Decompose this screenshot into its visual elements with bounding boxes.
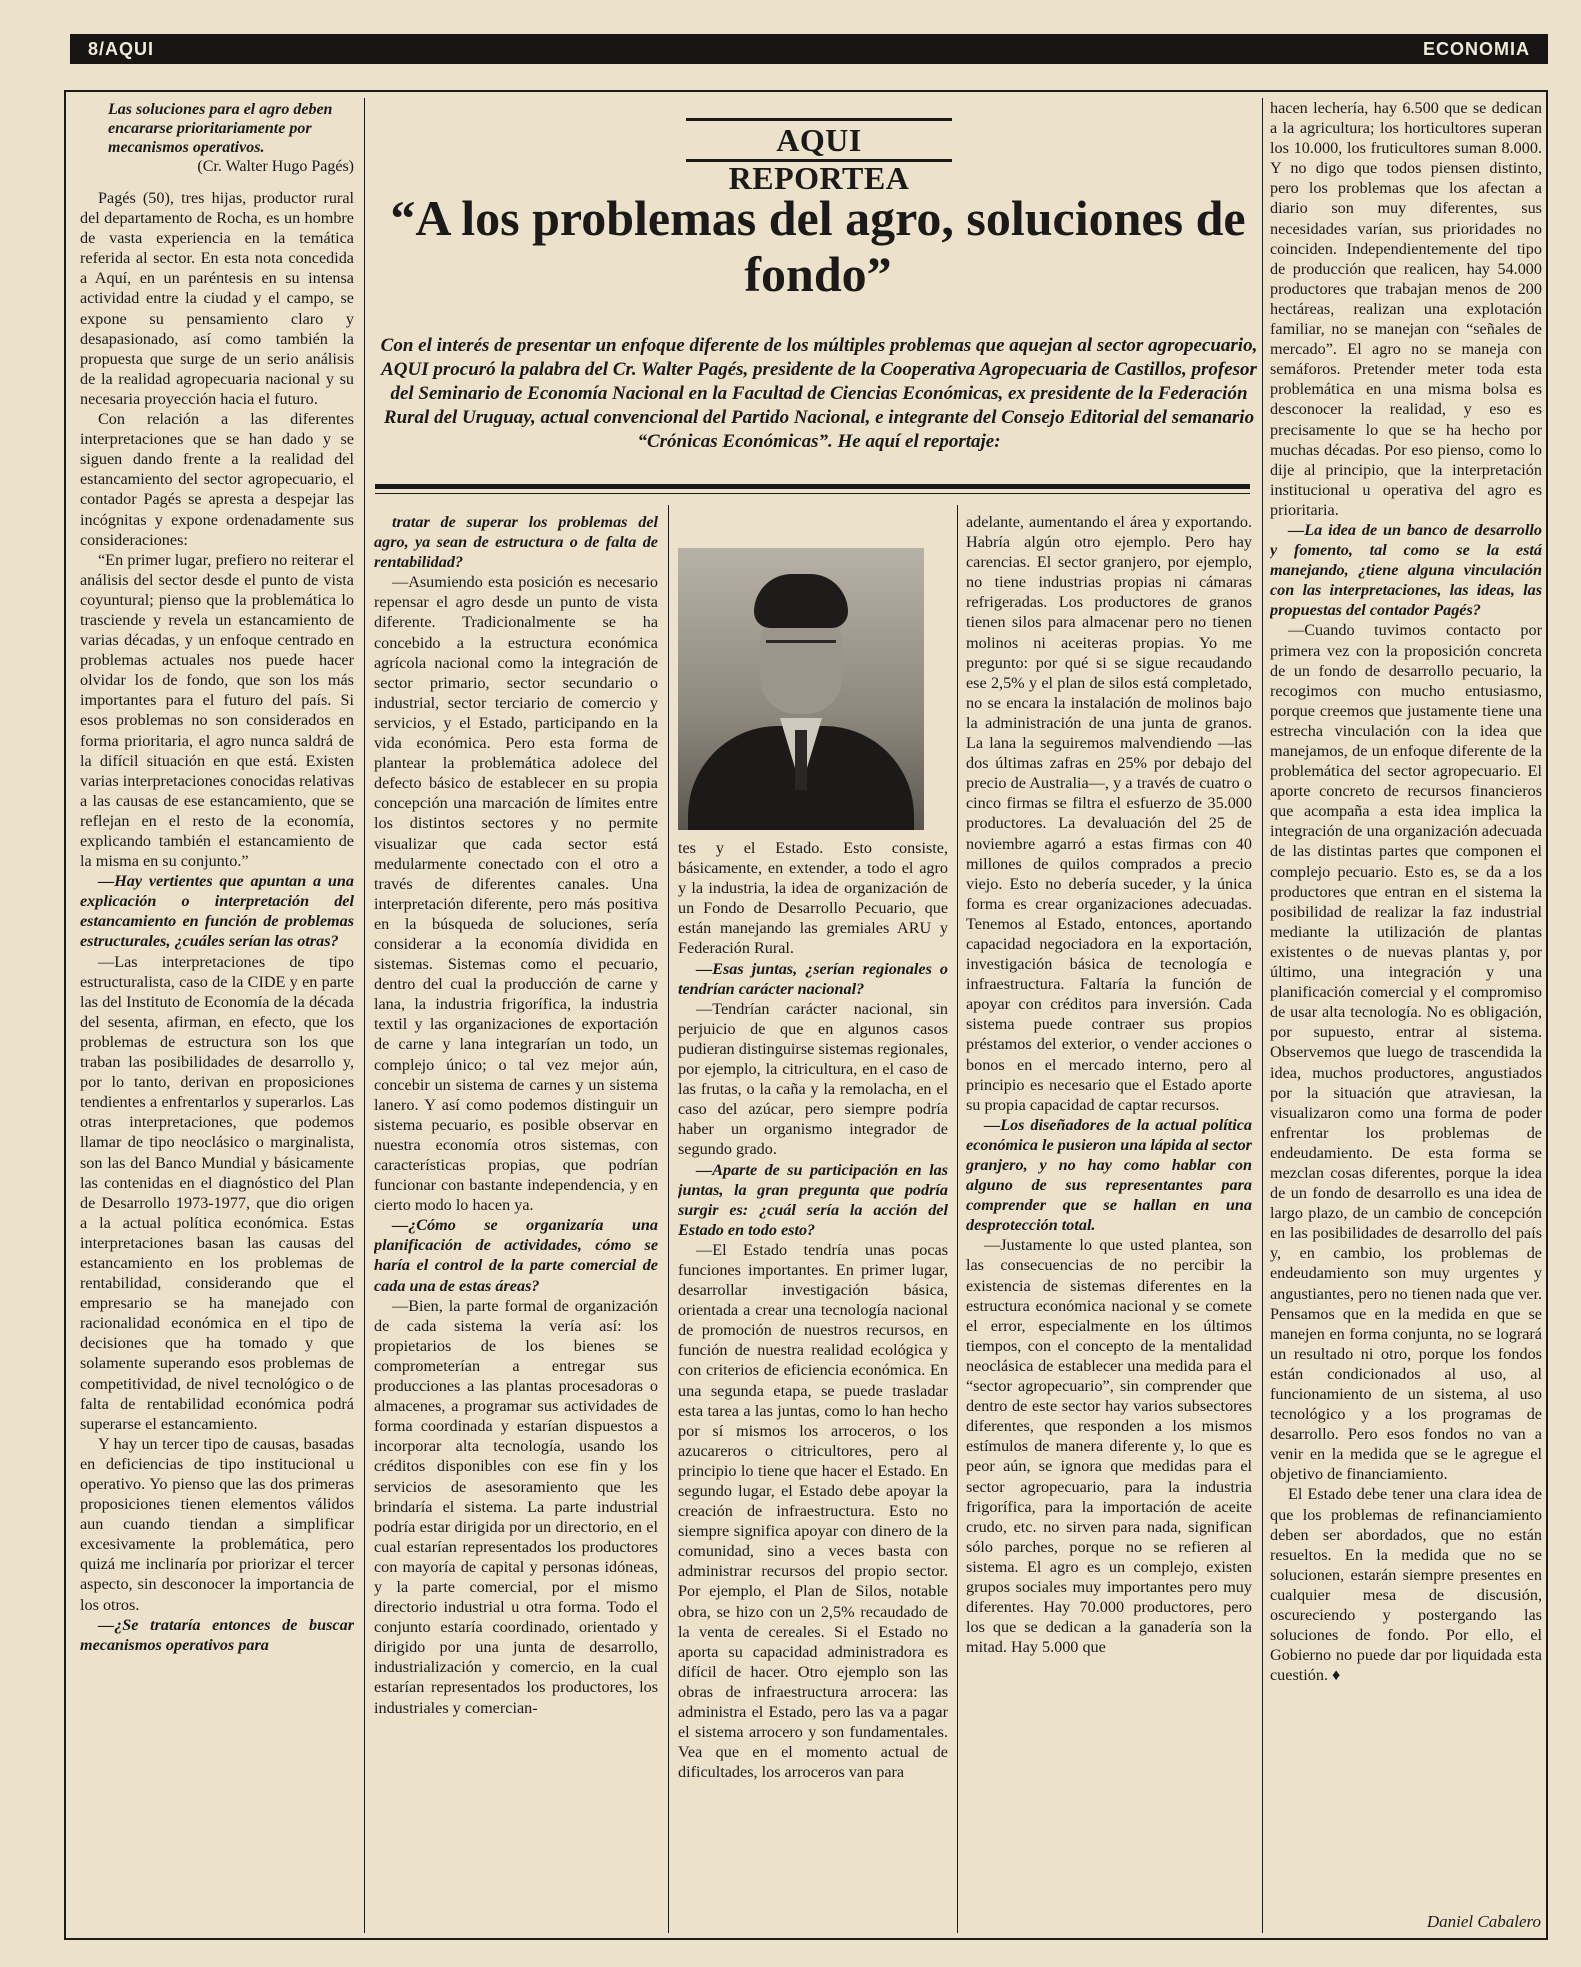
epigraph-text: Las soluciones para el agro deben encararse prioritariamente por mecanismos operativos. [108, 101, 333, 156]
column-rule [668, 505, 669, 1933]
paragraph: Pagés (50), tres hijas, productor rural del departamento de Rocha, es un hombre de vasta experiencia en la temática referida al sector. En esta nota concedida a Aquí, en un paréntesis en su intensa actividad entre la ciudad y el campo, se expone su pensamiento claro y desapasionado, así como también la propuesta que surge de un serio análisis de la realidad agropecuaria nacional y su necesaria proyección hacia el futuro. [80, 189, 354, 408]
intro-rule-thick [375, 484, 1250, 489]
page-header-bar [70, 34, 1548, 64]
column-1 [80, 100, 354, 1930]
paragraph: —El Estado tendría unas pocas funciones importantes. En primer lugar, desarrollar investigación básica, orientada a crear una tecnología nacional de promoción de nuestros recursos, en función de nuestra realidad ecológica y con criterios de eficiencia económica. En una segunda etapa, se puede trasladar esta tarea a las juntas, como lo han hecho por sí mismos los arroceros, o los azucareros o citricultores, pero al principio lo tiene que hacer el Estado. En segundo lugar, el Estado debe apoyar la creación de infraestructura. Esto no siempre significa apoyar con dinero de la comunidad, sino a veces basta con administrar recursos del propio sector. Por ejemplo, el Plan de Silos, notable obra, se hizo con un 2,5% recaudado de la venta de cereales. Si el Estado no aporta su capacidad administradora es difícil de hacer. Otro ejemplo son las obras de infraestructura arrocera: las administra el Estado, pero las va a pagar el sistema arrocero y son fundamentales. Vea que en el momento actual de dificultades, los arroceros van para [678, 1240, 948, 1782]
paragraph: El Estado debe tener una clara idea de que los problemas de refinanciamiento deben ser abordados, que no están resueltos. En la medida que no se solucionen, estarán siempre presentes en cualquier mesa de discusión, oscureciendo y postergando las soluciones de fondo. Por ello, el Gobierno no puede dar por liquidada esta cuestión. ♦ [1270, 1485, 1542, 1685]
column-3 [678, 838, 948, 1930]
column-5-body [1270, 98, 1542, 1685]
column-2 [374, 512, 658, 1930]
headline: “A los problemas del agro, soluciones de fondo” [390, 190, 1246, 302]
column-rule [957, 505, 958, 1933]
paragraph: Con relación a las diferentes interpretaciones que se han dado y se siguen dando frente a la realidad del estancamiento del sector agropecuario, el contador Pagés se apresta a despejar las incógnitas y expone ordenadamente sus consideraciones: [80, 410, 354, 549]
portrait-photo [678, 548, 924, 830]
paragraph: hacen lechería, hay 6.500 que se dedican a la agricultura; los horticultores superan los 10.000, los fruticultores suman 8.000. Y no digo que todos piensen distinto, pero los problemas que los afectan a diario son muy diferentes, sus necesidades varían, sus prioridades no coinciden. Independientemente del tipo de producción que realicen, hay 54.000 productores que trabajan menos de 200 hectáreas, realizan una explotación familiar, no se manejan con “señales de mercado”. El agro no se maneja con semáforos. Pretender meter toda esta problemática en una misma bolsa es desconocer la realidad, y eso es precisamente lo que se ha hecho por muchas décadas. Por eso pienso, como lo dije al principio, que la interpretación institucional u operativa del agro es prioritaria. [1270, 99, 1542, 519]
interview-question: —La idea de un banco de desarrollo y fomento, tal como se la está manejando, ¿tiene alguna vinculación con las interpretaciones, las ideas, las propuestas del contador Pagés? [1270, 520, 1542, 620]
paragraph: —Asumiendo esta posición es necesario repensar el agro desde un punto de vista diferente. Tradicionalmente se ha concebido a la estructura económica agrícola nacional como la integración de sector primario, sector secundario o industrial, sector terciario de comercio y servicios, y el Estado, participando en la vida económica. Pero esta forma de plantear la problemática adolece del defecto básico de establecer en su propia concepción una marcación de límites entre los distintos sectores y no permite visualizar que cada sector está medularmente conectado con el otro a través de diferentes canales. Una interpretación diferente, pero más positiva en la búsqueda de soluciones, sería considerar a la economía dividida en sistemas. Sistemas como el pecuario, dentro del cual la producción de carne y lana, la industria frigorífica, la industria textil y las organizaciones de exportación de carne y lana integrarían un todo, un complejo único; o tal vez mejor aún, concebir un sistema de carnes y un sistema lanero. Y así como podemos distinguir un sistema pecuario, es posible observar en nuestra economía otros sistemas, con características propias, que podrían funcionar con bastante independencia, y en cierto modo lo hacen ya. [374, 573, 658, 1215]
column-rule [1262, 98, 1263, 1933]
section-name: ECONOMIA [1423, 39, 1530, 59]
column-5 [1270, 98, 1542, 1908]
paragraph: —Justamente lo que usted plantea, son las consecuencias de no percibir la existencia de sistemas diferentes en la estructura económica nacional y se comete el error, especialmente en los últimos tiempos, con el concepto de la mentalidad neoclásica de establecer una medida para el “sector agropecuario”, sin comprender que dentro de este sector hay varios subsectores diferentes, que responden a los mismos estímulos de manera diferente y, lo que es peor aún, se ignora que medidas para el sector agropecuario, para la industria frigorífica, para la importación de aceite crudo, etc. no sirven para nada, significan sólo parches, porque no se refieren al sistema. El agro es un complejo, existen grupos sociales muy importantes pero muy diferentes. Hay 70.000 productores, pero los que se dedican a la ganadería son la mitad. Hay 5.000 que [966, 1236, 1252, 1657]
section-kicker: AQUI REPORTEA [686, 118, 952, 162]
column-3-body [678, 838, 948, 1782]
paragraph: —Bien, la parte formal de organización de cada sistema la vería así: los propietarios de los bienes se comprometerían a entregar sus producciones a las plantas procesadoras o almacenes, a programar sus actividades de forma coordinada y estarían dispuestos a incorporar alta tecnología, usando los créditos disponibles con ese fin y los servicios de asesoramiento que les brindaría el sistema. La parte industrial podría estar dirigida por un directorio, en el cual estarían representados los productores con mayoría de capital y personas idóneas, y la parte comercial, por el mismo directorio industrial u otra forma. Todo el conjunto estaría coordinado, orientado y dirigido por una junta de desarrollo, industrialización y comercio, en la cual estarían representados los productores, los industriales y comercian- [374, 1296, 658, 1717]
paragraph: tes y el Estado. Esto consiste, básicamente, en extender, a todo el agro y la industria, la idea de organización de un Fondo de Desarrollo Pecuario, que están manejando las gremiales ARU y Federación Rural. [678, 839, 948, 958]
epigraph [80, 100, 354, 176]
interview-question: —Los diseñadores de la actual política económica le pusieron una lápida al sector granjero, y no hay como hablar con alguno de sus representantes para comprender que se hallan en una desprotección total. [966, 1115, 1252, 1235]
author-signature: Daniel Cabalero [1426, 1912, 1541, 1931]
paragraph: —Tendrían carácter nacional, sin perjuicio de que en algunos casos pudieran distinguirse sistemas regionales, por ejemplo, la citricultura, en el caso de las frutas, o la caña y la remolacha, en el caso del azúcar, pero siempre podría haber un organismo integrador de segundo grado. [678, 999, 948, 1159]
interview-question: —¿Cómo se organizaría una planificación de actividades, cómo se haría el control de la parte comercial de cada una de estas áreas? [374, 1216, 658, 1295]
paragraph: Y hay un tercer tipo de causas, basadas en deficiencias de tipo institucional u operativo. Yo pienso que las dos primeras proposiciones tienen elementos válidos aun cuando tiendan a simplificar excesivamente la problemática, pero quizá me inclinaría por priorizar el tercer aspecto, sin desconocer la importancia de los otros. [80, 1434, 354, 1614]
column-1-body [80, 188, 354, 1655]
epigraph-attribution: (Cr. Walter Hugo Pagés) [197, 158, 354, 175]
paragraph: “En primer lugar, prefiero no reiterar el análisis del sector desde el punto de vista coyuntural; pienso que la problemática lo trasciende y revela un estancamiento de varias décadas, y un enfoque centrado en problemas actuales nos puede hacer olvidar los de fondo, que son los más importantes para el futuro del país. Si esos problemas no son considerados en forma prioritaria, el agro nunca saldrá de la difícil situación en que está. Existen varias interpretaciones conocidas relativas a las causas de ese estancamiento, que se reflejan en el resto de la economía, explicando también el estancamiento de la misma en su conjunto.” [80, 550, 354, 871]
paragraph: adelante, aumentando el área y exportando. Habría algún otro ejemplo. Pero hay carencias. El sector granjero, por ejemplo, no tiene industrias propias ni cámaras refrigeradas. Los productores de granos tienen silos para almacenar pero no tienen molinos ni aceiteras propias. Yo me pregunto: por qué si se sigue recaudando ese 2,5% y el plan de silos está completado, no se encara la instalación de molinos bajo la administración de una junta de granos. La lana la seguiremos malvendiendo —las dos últimas zafras en 25% por debajo del precio de Australia—, y a través de cuatro o cinco firmas se filtra el esfuerzo de 35.000 productores. La devaluación del 25 de noviembre agarró a estas firmas con 40 millones de quilos comprados a precio viejo. Esto no debería suceder, y la única forma es crear organizaciones adecuadas. Tenemos al Estado, entonces, aportando capacidad negociadora en la exportación, investigación básica de tecnología e infraestructura. Faltaría la función de apoyar con créditos para inversión. Cada sistema puede contraer sus propios préstamos del exterior, o vender acciones o bonos en el mercado interno, pero al principio es necesario que el Estado aporte su propia capacidad de captar recursos. [966, 513, 1252, 1114]
interview-question: —Hay vertientes que apuntan a una explicación o interpretación del estancamiento en función de problemas estructurales, ¿cuáles serían las otras? [80, 872, 354, 951]
paragraph: —Cuando tuvimos contacto por primera vez con la proposición concreta de un fondo de desarrollo pecuario, la recogimos con mucho entusiasmo, porque creemos que justamente tiene una estrecha vinculación con la idea que manejamos, de un enfoque diferente de la problemática del sector agropecuario. El aporte concreto de recursos financieros que acompaña a esta idea implica la integración de una organización adecuada de las distintas partes que componen el complejo pecuario. Esto es, se da a los productores que entran en el sistema la posibilidad de realizar la faz industrial mediante la utilización de plantas existentes o de nuevas plantas y, por último, una integración y una planificación comercial y el compromiso de usar alta tecnología. No es obligación, por supuesto, entrar al sistema. Observemos que luego de trascendida la idea, muchos productores, angustiados por la situación que atraviesan, la visualizaron como una forma de poder enfrentar los problemas de endeudamiento. De esta forma se mezclan cosas diferentes, porque la idea de un fondo de desarrollo es una idea de largo plazo, de un cambio de concepción en las posibilidades de desarrollo del país y, en cambio, los problemas de endeudamiento son muy urgentes y angustiantes, pero no tienen nada que ver. Pensamos que en la medida en que se manejen en forma conjunta, no se logrará un resultado ni otro, porque los fondos están condicionados al uso, al funcionamiento de un sistema, al uso tecnológico y a los programas de desarrollo. Pero esos fondos no van a venir en la medida que se le agregue el objetivo de financiamiento. [1270, 621, 1542, 1484]
column-4 [966, 512, 1252, 1930]
column-rule [364, 98, 365, 1933]
interview-question: —Aparte de su participación en las juntas, la gran pregunta que podría surgir es: ¿cuál sería la acción del Estado en todo esto? [678, 1160, 948, 1239]
intro-rule-thin [375, 493, 1250, 494]
paragraph: —Las interpretaciones de tipo estructuralista, caso de la CIDE y en parte las del Instituto de Economía de la década del sesenta, afirman, en efecto, que los problemas de estructura son los que traban las posibilidades de desarrollo y, por lo tanto, derivan en proposiciones tendientes a enfrentarlos y superarlos. Las otras interpretaciones, que podemos llamar de tipo neoclásico o marginalista, son las del Banco Mundial y básicamente las contenidas en el diagnóstico del Plan de Desarrollo 1973-1977, que dio origen a la actual política económica. Estas interpretaciones basan las causas del estancamiento en los problemas de rentabilidad, considerando que el empresario se ha manejado con racionalidad económica en el tipo de decisiones que ha tomado y que solamente superando esos problemas de competitividad, de nivel tecnológico o de falta de rentabilidad económica podrá superarse el estancamiento. [80, 952, 354, 1433]
page-number: 8/AQUI [88, 39, 155, 59]
column-2-body [374, 512, 658, 1718]
interview-question: —Esas juntas, ¿serían regionales o tendrían carácter nacional? [678, 959, 948, 998]
interview-question: tratar de superar los problemas del agro, ya sean de estructura o de falta de rentabilidad? [374, 513, 658, 572]
intro-deck: Con el interés de presentar un enfoque diferente de los múltiples problemas que aquejan al sector agropecuario, AQUI procuró la palabra del Cr. Walter Pagés, presidente de la Cooperativa Agropecuaria de Castillos, profesor del Seminario de Economía Nacional en la Facultad de Ciencias Económicas, ex presidente de la Federación Rural del Uruguay, actual convencional del Partido Nacional, e integrante del Consejo Editorial del semanario “Crónicas Económicas”. He aquí el reportaje: [380, 335, 1258, 452]
interview-question: —¿Se trataría entonces de buscar mecanismos operativos para [80, 1615, 354, 1654]
column-4-body [966, 512, 1252, 1657]
